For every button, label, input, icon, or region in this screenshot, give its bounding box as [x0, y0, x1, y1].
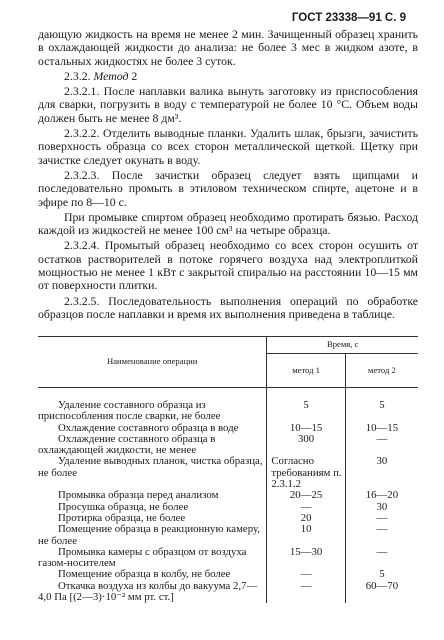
method-2-time-cell: 10—15	[365, 421, 399, 434]
method-1-time-cell: —	[267, 569, 345, 580]
table-row	[38, 581, 418, 604]
page-header: ГОСТ 23338—91 С. 9	[291, 12, 406, 24]
operation-name-cell: Помещение образца в колбу, не более	[38, 569, 267, 580]
method-2-time-cell: —	[376, 432, 388, 445]
method-1-time-cell: 10	[267, 524, 345, 547]
operation-name-cell: Охлаждение составного образца в охлаждающей жидкости, не менее	[38, 434, 267, 457]
paragraph-rinse-note: При промывке спиртом образец необходимо протирать бязью. Расход каждой из жидкостей не менее 100 см³ на четыре образца.	[38, 209, 418, 238]
operations-table-body	[38, 388, 418, 604]
method-2-time-cell: —	[376, 511, 388, 524]
paragraph-2-3-2-4: 2.3.2.4. Промытый образец необходимо со всех сторон осушить от остатков растворителей в потоке горячего воздуха над электроплиткой мощностью не менее 1 кВт с закрытой спиралью на расстоянии 10—15 мм от поверхности плитки.	[38, 238, 418, 293]
method-1-time-cell: 5	[267, 388, 345, 423]
table-row	[38, 524, 418, 547]
method-1-time-cell: 10—15	[267, 423, 345, 434]
paragraph-2-3-2-1: 2.3.2.1. После наплавки валика вынуть заготовку из приспособления для сварки, погрузить в воду с температурой не более 10 °С. Объем воды должен быть не менее 8 дм³.	[38, 84, 418, 125]
method-2-time-cell: 30	[376, 500, 388, 513]
paragraph-2-3-2-3: 2.3.2.3. После зачистки образец следует взять щипцами и последовательно промыть в этиловом техническом спирте, ацетоне и в эфире по 8—10 с.	[38, 167, 418, 209]
section-heading-method-2: 2.3.2. Метод 2	[64, 68, 138, 83]
method-1-time-cell: 300	[267, 434, 345, 457]
method-1-time-cell: —	[267, 581, 345, 604]
method-2-time-cell: 60—70	[365, 579, 399, 592]
method-2-time-cell: 16—20	[365, 489, 399, 502]
operation-name-cell: Удаление составного образца из приспособления после сварки, не более	[38, 388, 267, 423]
method-2-time-cell: 5	[379, 568, 385, 581]
body-text	[38, 28, 418, 321]
method-1-time-cell: Согласно требованиям п. 2.3.1.2	[267, 456, 345, 490]
method-1-time-cell: 20	[267, 513, 345, 524]
column-header-method-1: метод 1	[267, 353, 345, 387]
operation-name-cell: Промывка образца перед анализом	[38, 490, 267, 501]
operation-name-cell: Помещение образца в реакционную камеру, не более	[38, 524, 267, 547]
table-row	[38, 547, 418, 570]
method-2-time-cell: 30	[376, 455, 388, 468]
method-1-time-cell: 15—30	[267, 547, 345, 570]
method-1-time-cell: 20—25	[267, 490, 345, 501]
operation-name-cell: Удаление выводных планок, чистка образца, не более	[38, 456, 267, 490]
column-header-time: Время, с	[267, 337, 418, 354]
operations-table	[38, 336, 418, 603]
operation-name-cell: Просушка образца, не более	[38, 502, 267, 513]
operation-name-cell: Откачка воздуха из колбы до вакуума 2,7—4,0 Па [(2—3)·10⁻² мм рт. ст.]	[38, 581, 267, 604]
paragraph-continuation: дающую жидкость на время не менее 2 мин. Зачищенный образец хранить в охлаждающей жидкости до анализа: не более 3 мес в жидком азоте, в остальных жидкостях не более 3 суток.	[38, 27, 418, 68]
column-header-method-2: метод 2	[345, 353, 418, 387]
method-2-time-cell: 5	[379, 399, 385, 411]
table-row	[38, 490, 418, 501]
table-row	[38, 388, 418, 423]
column-header-operation: Наименование операции	[38, 337, 267, 388]
operation-name-cell: Промывка камеры с образцом от воздуха газом-носителем	[38, 547, 267, 570]
table-row	[38, 456, 418, 490]
table-row	[38, 434, 418, 457]
method-2-time-cell: —	[376, 545, 388, 558]
operation-name-cell: Протирка образца, не более	[38, 513, 267, 524]
paragraph-2-3-2-2: 2.3.2.2. Отделить выводные планки. Удалить шлак, брызги, зачистить поверхность образца со всех сторон металлической щеткой. Щетку при зачистке следует окунать в воду.	[38, 126, 418, 167]
operation-name-cell: Охлаждение составного образца в воде	[38, 423, 267, 434]
method-1-time-cell: —	[267, 502, 345, 513]
method-2-time-cell: —	[376, 523, 388, 536]
paragraph-2-3-2-5: 2.3.2.5. Последовательность выполнения операций по обработке образцов после наплавки и время их выполнения приведена в таблице.	[38, 293, 418, 321]
